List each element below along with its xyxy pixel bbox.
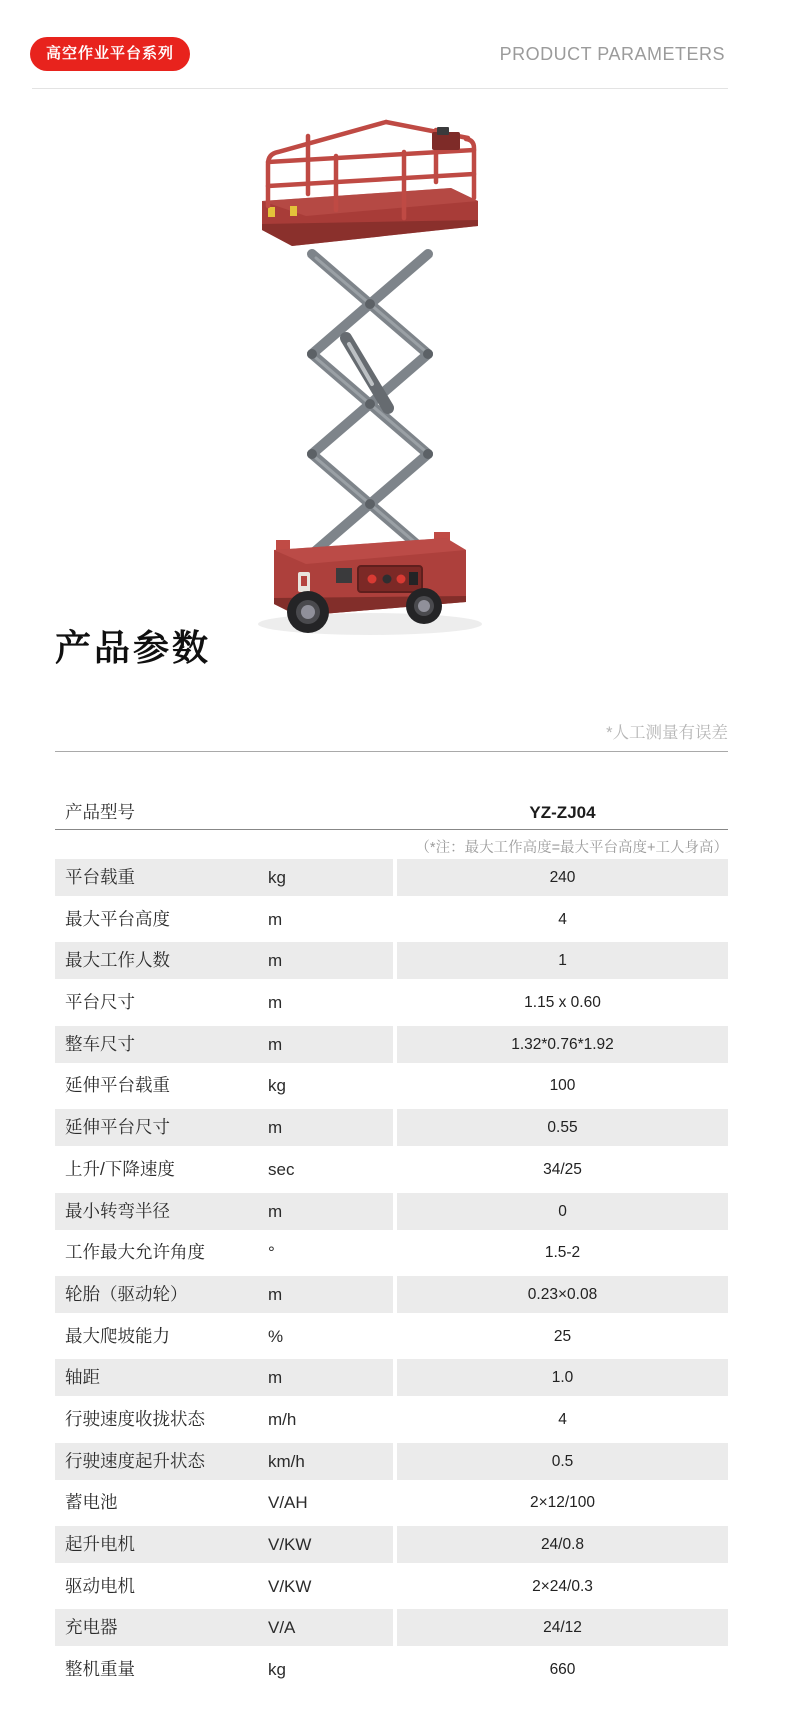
spec-row	[55, 901, 728, 938]
spec-value: 240	[549, 869, 576, 886]
model-value: YZ-ZJ04	[529, 803, 596, 822]
spec-value: 1.5-2	[544, 1244, 581, 1262]
spec-unit: m	[268, 993, 283, 1013]
spec-value: 1	[558, 952, 567, 970]
spec-unit: °	[268, 1243, 275, 1263]
spec-value-cell	[397, 1359, 728, 1396]
spec-unit: m	[268, 1201, 283, 1221]
spec-unit: km/h	[268, 1451, 305, 1471]
spec-value: 1.0	[551, 1369, 574, 1387]
model-divider	[55, 829, 728, 830]
spec-label: 最大爬坡能力	[65, 1325, 170, 1346]
spec-row	[55, 1193, 728, 1230]
spec-label: 平台尺寸	[65, 992, 135, 1013]
spec-label-cell	[55, 1067, 393, 1104]
spec-unit: m	[268, 1034, 283, 1054]
spec-value-cell	[397, 942, 728, 979]
measurement-note: *人工测量有误差	[606, 724, 728, 742]
spec-row	[55, 984, 728, 1021]
product-image-wrap	[246, 106, 494, 646]
spec-value-cell	[397, 1484, 728, 1521]
spec-value-cell	[397, 859, 728, 896]
spec-row	[55, 1359, 728, 1396]
spec-value: 0	[558, 1202, 567, 1220]
spec-row	[55, 942, 728, 979]
spec-label: 行驶速度收拢状态	[65, 1408, 205, 1429]
spec-label: 最大工作人数	[65, 950, 170, 971]
spec-row	[55, 1443, 728, 1480]
header-subtitle: PRODUCT PARAMETERS	[499, 44, 725, 64]
spec-unit: kg	[268, 1660, 286, 1680]
spec-row	[55, 1276, 728, 1313]
spec-row	[55, 1484, 728, 1521]
spec-value: 2×24/0.3	[532, 1577, 593, 1595]
spec-value-cell	[397, 984, 728, 1021]
spec-label-cell	[55, 1193, 393, 1230]
spec-label-cell	[55, 1568, 393, 1605]
spec-value-cell	[397, 1193, 728, 1230]
spec-label: 整车尺寸	[65, 1033, 135, 1054]
header-divider	[32, 88, 728, 89]
spec-unit: V/A	[268, 1618, 296, 1638]
spec-unit: m	[268, 909, 283, 929]
spec-value: 34/25	[543, 1160, 582, 1178]
platform-basket	[262, 188, 478, 246]
spec-table	[55, 859, 728, 1688]
spec-label: 整机重量	[65, 1659, 135, 1680]
spec-label-cell	[55, 1026, 393, 1063]
spec-value-cell	[397, 1151, 728, 1188]
spec-value-cell	[397, 1067, 728, 1104]
spec-label-cell	[55, 1276, 393, 1313]
spec-value-cell	[397, 1609, 728, 1646]
spec-label-cell	[55, 1151, 393, 1188]
series-badge: 高空作业平台系列	[30, 37, 190, 71]
section-divider	[55, 751, 728, 752]
spec-value: 0.55	[547, 1119, 578, 1137]
spec-row	[55, 1401, 728, 1438]
spec-label: 最小转弯半径	[65, 1200, 170, 1221]
spec-row	[55, 1109, 728, 1146]
spec-unit: m	[268, 951, 283, 971]
spec-value: 2×12/100	[529, 1494, 596, 1512]
spec-value-cell	[397, 1234, 728, 1271]
spec-value: 1.32*0.76*1.92	[511, 1035, 614, 1053]
spec-label: 起升电机	[65, 1534, 135, 1554]
spec-label-cell	[55, 1484, 393, 1521]
spec-value: 24/0.8	[540, 1536, 585, 1553]
spec-label-cell	[55, 942, 393, 979]
scissor-pivots	[307, 299, 433, 509]
spec-value: 24/12	[543, 1619, 582, 1637]
spec-label: 工作最大允许角度	[65, 1242, 205, 1263]
spec-value: 1.15 x 0.60	[524, 994, 601, 1012]
spec-row	[55, 859, 728, 896]
spec-label: 上升/下降速度	[65, 1158, 175, 1179]
spec-value: 100	[549, 1077, 576, 1095]
spec-row	[55, 1026, 728, 1063]
spec-label: 驱动电机	[65, 1575, 135, 1596]
spec-value-cell	[397, 1318, 728, 1355]
spec-row	[55, 1651, 728, 1688]
spec-value-cell	[397, 1443, 728, 1480]
spec-label-cell	[55, 1443, 393, 1480]
spec-label-cell	[55, 1109, 393, 1146]
spec-row	[55, 1318, 728, 1355]
spec-unit: V/AH	[268, 1493, 308, 1513]
spec-unit: V/KW	[268, 1535, 312, 1554]
spec-value: 0.5	[551, 1452, 574, 1470]
spec-unit: %	[268, 1326, 284, 1346]
spec-unit: V/KW	[268, 1576, 312, 1596]
spec-unit: m	[268, 1118, 283, 1138]
section-title: 产品参数	[55, 627, 212, 668]
spec-row	[55, 1151, 728, 1188]
spec-value-cell	[397, 1026, 728, 1063]
spec-value-cell	[397, 1651, 728, 1688]
spec-unit: kg	[268, 868, 286, 887]
spec-label-cell	[55, 1234, 393, 1271]
product-image	[246, 106, 494, 646]
spec-label: 延伸平台尺寸	[65, 1117, 170, 1138]
spec-value: 4	[558, 910, 567, 928]
spec-value-cell	[397, 1109, 728, 1146]
spec-label-cell	[55, 1318, 393, 1355]
spec-value: 660	[549, 1661, 576, 1679]
spec-value: 25	[553, 1327, 572, 1345]
spec-unit: m	[268, 1284, 283, 1304]
spec-value-cell	[397, 901, 728, 938]
spec-value-cell	[397, 1526, 728, 1563]
spec-row	[55, 1067, 728, 1104]
spec-unit: sec	[268, 1159, 295, 1179]
spec-label: 最大平台高度	[65, 908, 170, 929]
model-label: 产品型号	[65, 802, 135, 822]
spec-unit: m	[268, 1368, 283, 1388]
spec-label-cell	[55, 1526, 393, 1563]
spec-label: 平台载重	[65, 867, 135, 887]
spec-row	[55, 1526, 728, 1563]
spec-value-cell	[397, 1276, 728, 1313]
spec-label: 轴距	[65, 1367, 100, 1388]
spec-value-cell	[397, 1568, 728, 1605]
spec-row	[55, 1234, 728, 1271]
spec-label: 延伸平台载重	[65, 1075, 170, 1096]
spec-label-cell	[55, 1359, 393, 1396]
spec-label-cell	[55, 1401, 393, 1438]
spec-label-cell	[55, 1651, 393, 1688]
spec-label: 蓄电池	[65, 1492, 118, 1513]
spec-value: 0.23×0.08	[527, 1285, 598, 1303]
spec-row	[55, 1609, 728, 1646]
spec-label-cell	[55, 859, 393, 896]
spec-unit: kg	[268, 1076, 286, 1096]
spec-label: 轮胎（驱动轮）	[65, 1283, 188, 1304]
spec-label: 充电器	[65, 1617, 118, 1638]
spec-value-cell	[397, 1401, 728, 1438]
table-note: （*注：最大工作高度=最大平台高度+工人身高）	[415, 840, 728, 856]
spec-label-cell	[55, 984, 393, 1021]
spec-label-cell	[55, 901, 393, 938]
model-row	[55, 796, 728, 829]
spec-label: 行驶速度起升状态	[65, 1450, 205, 1471]
spec-unit: m/h	[268, 1409, 297, 1429]
spec-label-cell	[55, 1609, 393, 1646]
spec-row	[55, 1568, 728, 1605]
spec-value: 4	[558, 1410, 567, 1428]
